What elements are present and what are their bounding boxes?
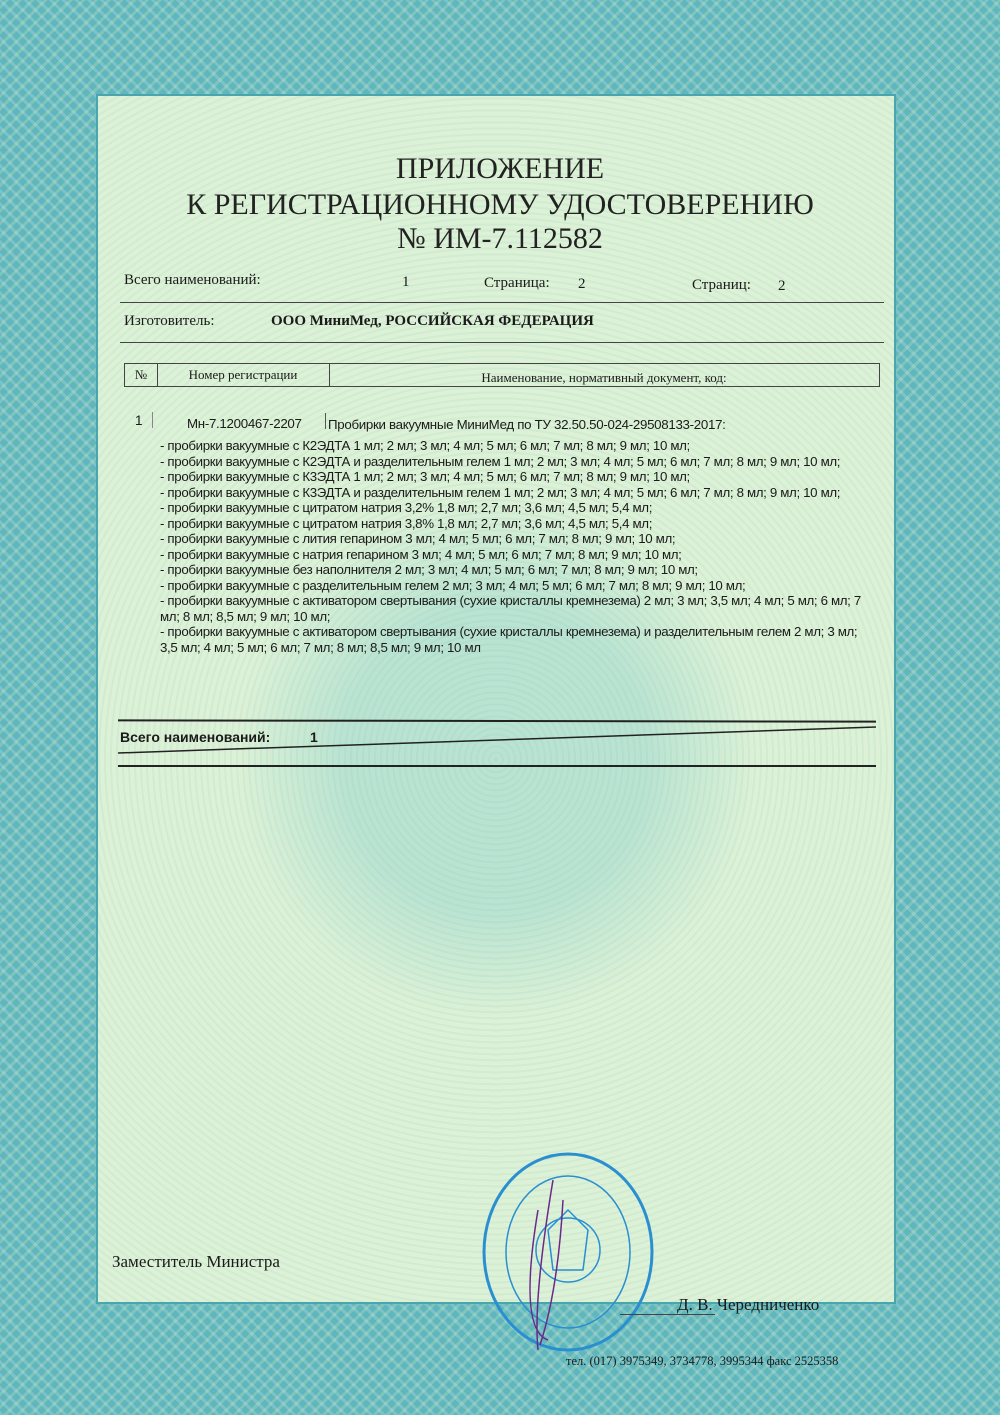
product-list-item: - пробирки вакуумные с разделительным гелем 2 мл; 3 мл; 4 мл; 5 мл; 6 мл; 7 мл; 8 мл; 9 мл; 10 мл; bbox=[160, 577, 746, 593]
signature-position: Заместитель Министра bbox=[112, 1252, 280, 1271]
manufacturer-label: Изготовитель: bbox=[124, 313, 215, 329]
product-list-item: - пробирки вакуумные без наполнителя 2 мл; 3 мл; 4 мл; 5 мл; 6 мл; 7 мл; 8 мл; 9 мл; 10 мл; bbox=[160, 562, 698, 577]
signatory-name: Д. В. Чередниченко bbox=[677, 1295, 820, 1314]
title-line-3: № ИМ-7.112582 bbox=[397, 222, 603, 255]
manufacturer-value: ООО МиниМед, РОССИЙСКАЯ ФЕДЕРАЦИЯ bbox=[271, 313, 594, 329]
product-list bbox=[160, 438, 872, 655]
product-list-item: - пробирки вакуумные с лития гепарином 3 мл; 4 мл; 5 мл; 6 мл; 7 мл; 8 мл; 9 мл; 10 мл; bbox=[160, 531, 676, 546]
column-number: № bbox=[125, 364, 158, 386]
title-line-2: К РЕГИСТРАЦИОННОМУ УДОСТОВЕРЕНИЮ bbox=[186, 188, 814, 221]
pages-label: Страниц: bbox=[692, 277, 751, 293]
product-list-item: - пробирки вакуумные с К2ЭДТА 1 мл; 2 мл; 3 мл; 4 мл; 5 мл; 6 мл; 7 мл; 8 мл; 9 мл; 10 мл; bbox=[160, 438, 690, 453]
divider bbox=[120, 342, 884, 343]
cell-divider bbox=[152, 412, 153, 428]
product-list-item: - пробирки вакуумные с К3ЭДТА и разделительным гелем 1 мл; 2 мл; 3 мл; 4 мл; 5 мл; 6 мл; 7 мл; 8 мл; 9 мл; 10 мл; bbox=[160, 484, 841, 500]
total-label: Всего наименований: bbox=[124, 272, 261, 288]
row-registration: Мн-7.1200467-2207 bbox=[187, 416, 302, 431]
pages-value: 2 bbox=[778, 278, 786, 294]
product-list-item: - пробирки вакуумные с активатором свертывания (сухие кристаллы кремнезема) 2 мл; 3 мл; 3,5 мл; 4 мл; 5 мл; 6 мл; 7 мл; 8 мл; 8,5 мл; 9 мл; 10 мл; bbox=[160, 593, 861, 624]
z-strike-mark bbox=[118, 715, 878, 770]
footer-contacts: тел. (017) 3975349, 3734778, 3995344 факс 2525358 bbox=[566, 1354, 839, 1368]
product-list-item: - пробирки вакуумные с К3ЭДТА 1 мл; 2 мл; 3 мл; 4 мл; 5 мл; 6 мл; 7 мл; 8 мл; 9 мл; 10 мл; bbox=[160, 469, 690, 484]
total-value: 1 bbox=[402, 274, 410, 290]
product-list-item: - пробирки вакуумные с активатором свертывания (сухие кристаллы кремнезема) и разделительным гелем 2 мл; 3 мл; 3,5 мл; 4 мл; 5 мл; 6 мл; 7 мл; 8 мл; 8,5 мл; 9 мл; 10 мл bbox=[160, 624, 858, 655]
product-list-item: - пробирки вакуумные с цитратом натрия 3,2% 1,8 мл; 2,7 мл; 3,6 мл; 4,5 мл; 5,4 мл; bbox=[160, 500, 653, 515]
table-header bbox=[124, 363, 880, 387]
product-list-item: - пробирки вакуумные с натрия гепарином 3 мл; 4 мл; 5 мл; 6 мл; 7 мл; 8 мл; 9 мл; 10 мл; bbox=[160, 546, 682, 562]
product-list-item: - пробирки вакуумные с цитратом натрия 3,8% 1,8 мл; 2,7 мл; 3,6 мл; 4,5 мл; 5,4 мл; bbox=[160, 515, 653, 531]
summary-value: 1 bbox=[310, 729, 318, 745]
column-registration: Номер регистрации bbox=[157, 364, 330, 386]
product-list-item: - пробирки вакуумные с К2ЭДТА и разделительным гелем 1 мл; 2 мл; 3 мл; 4 мл; 5 мл; 6 мл; 7 мл; 8 мл; 9 мл; 10 мл; bbox=[160, 453, 841, 469]
signature bbox=[530, 1180, 563, 1350]
summary-label: Всего наименований: bbox=[120, 729, 271, 745]
divider bbox=[120, 302, 884, 303]
row-name: Пробирки вакуумные МиниМед по ТУ 32.50.50-024-29508133-2017: bbox=[328, 417, 726, 432]
title-line-1: ПРИЛОЖЕНИЕ bbox=[395, 152, 605, 185]
row-number: 1 bbox=[135, 413, 143, 428]
page-label: Страница: bbox=[484, 275, 550, 291]
official-seal bbox=[478, 1150, 658, 1355]
column-name: Наименование, нормативный документ, код: bbox=[481, 370, 727, 385]
cell-divider bbox=[325, 413, 326, 429]
page-value: 2 bbox=[578, 276, 586, 292]
